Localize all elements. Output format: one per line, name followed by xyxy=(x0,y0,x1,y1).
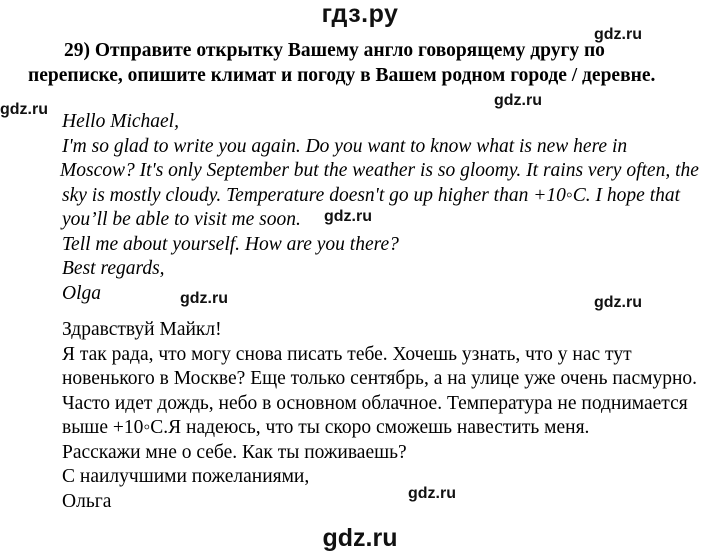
letter-line: Ольга xyxy=(62,490,112,512)
watermark-small: gdz.ru xyxy=(594,294,642,311)
letter-line: выше +10◦С.Я надеюсь, что ты скоро сможешь навестить меня. xyxy=(62,417,590,438)
letter-line: новенького в Москве? Еще только сентябрь, а на улице уже очень пасмурно. xyxy=(62,368,698,389)
letter-line: Здравствуй Майкл! xyxy=(62,319,222,340)
letter-line: Best regards, xyxy=(62,258,165,279)
task-line: переписке, опишите климат и погоду в Вашем родном городе / деревне. xyxy=(28,65,656,86)
letter-line: Olga xyxy=(62,282,101,304)
letter-line: I'm so glad to write you again. Do you want to know what is new here in xyxy=(62,135,628,157)
watermark-small: gdz.ru xyxy=(324,208,372,225)
letter-line: Hello Michael, xyxy=(62,111,179,132)
russian-letter xyxy=(62,318,702,514)
task-line: 29) Отправите открытку Вашему англо говорящему другу по xyxy=(64,40,605,61)
watermark-small: gdz.ru xyxy=(494,92,542,109)
watermark-small: gdz.ru xyxy=(0,101,48,118)
letter-line: Часто идет дождь, небо в основном облачное. Температура не поднимается xyxy=(62,392,688,414)
letter-line: С наилучшими пожеланиями, xyxy=(62,466,310,487)
letter-line: Расскажи мне о себе. Как ты поживаешь? xyxy=(62,441,407,463)
letter-line: Я так рада, что могу снова писать тебе. Хочешь узнать, что у нас тут xyxy=(62,343,632,365)
letter-line: Moscow? It's only September but the weather is so gloomy. It rains very often, the xyxy=(60,160,699,181)
task-statement xyxy=(28,38,698,88)
letter-line: sky is mostly cloudy. Temperature doesn't go up higher than +10◦C. I hope that xyxy=(62,184,681,206)
watermark-top: гдз.ру xyxy=(321,0,399,28)
watermark-bottom: gdz.ru xyxy=(322,524,398,552)
watermark-small: gdz.ru xyxy=(408,485,456,502)
english-letter xyxy=(62,110,702,306)
watermark-small: gdz.ru xyxy=(594,26,642,43)
letter-line: Tell me about yourself. How are you there? xyxy=(62,233,399,255)
letter-line: you’ll be able to visit me soon. xyxy=(62,209,301,230)
watermark-small: gdz.ru xyxy=(180,290,228,307)
